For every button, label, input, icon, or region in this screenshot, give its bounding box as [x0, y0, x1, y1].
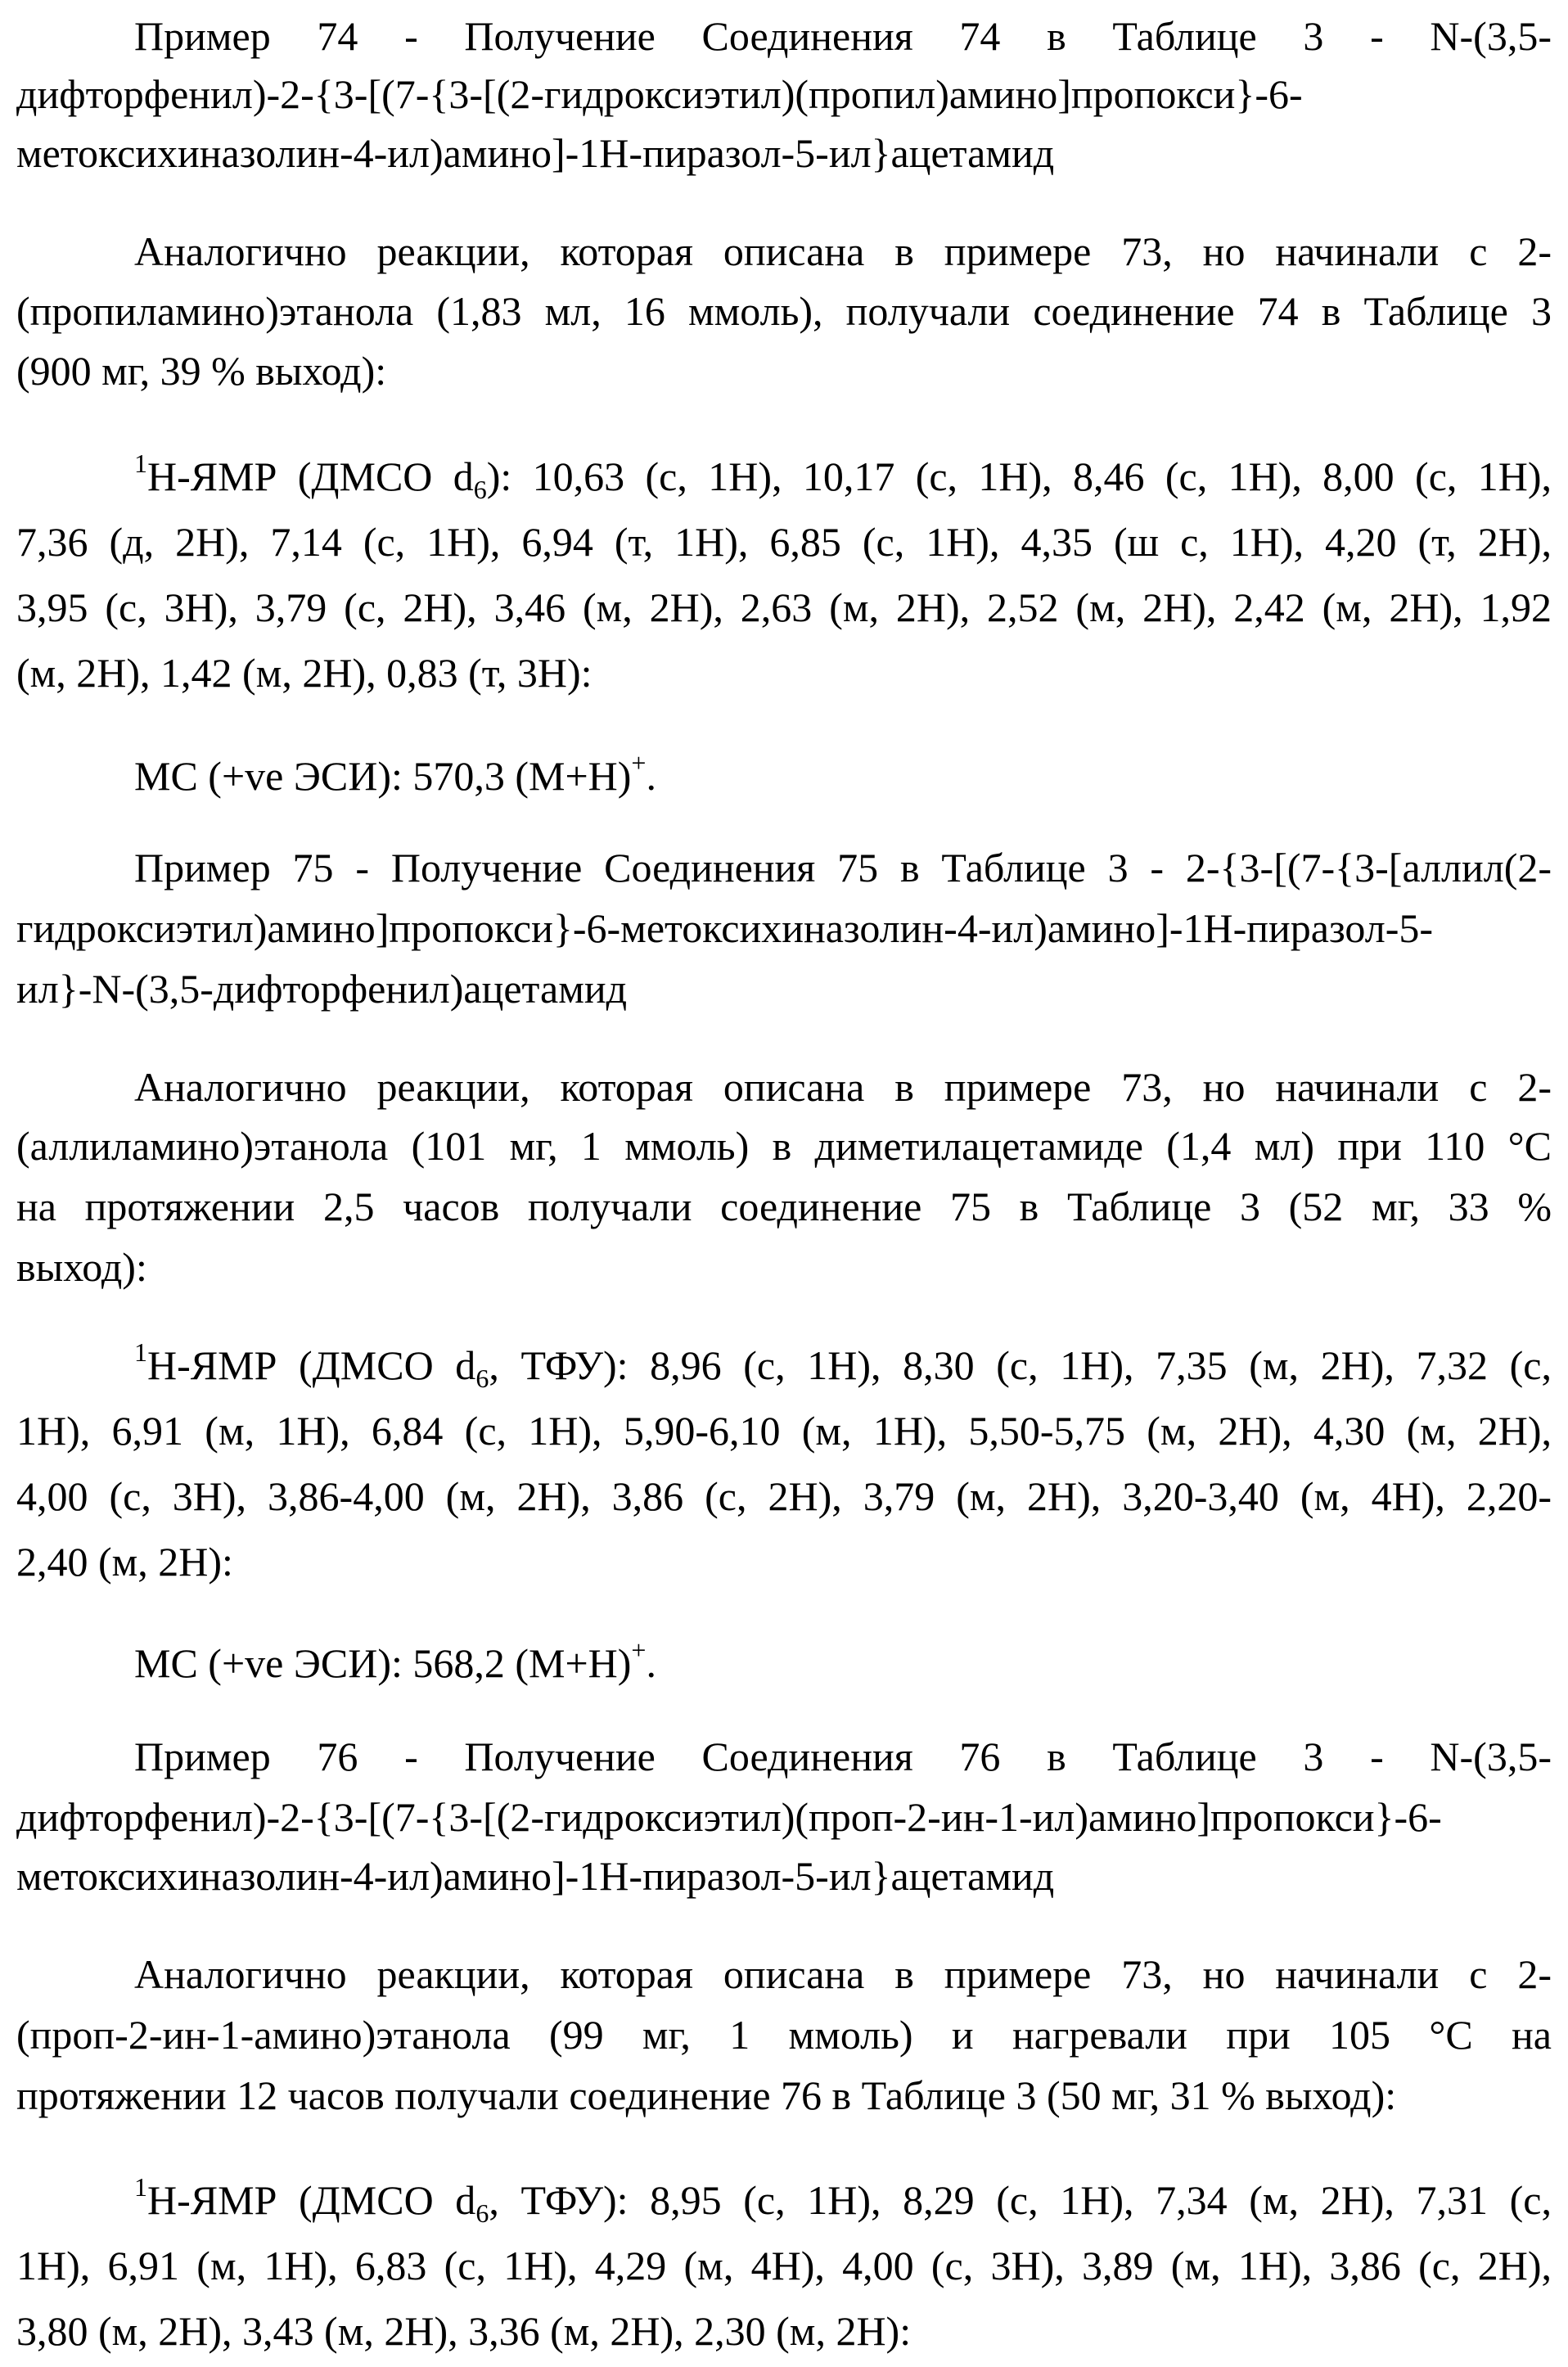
- example-75-nmr-line-2: 1Н), 6,91 (м, 1Н), 6,84 (с, 1Н), 5,90-6,10 (м, 1Н), 5,50-5,75 (м, 2Н), 4,30 (м, 2Н),: [16, 1406, 1552, 1455]
- example-76-heading-line-3: метоксихиназолин-4-ил)амино]-1Н-пиразол-5-ил}ацетамид: [16, 1851, 1054, 1900]
- example-75-heading-line-1: Пример 75 - Получение Соединения 75 в Таблице 3 - 2-{3-[(7-{3-[аллил(2-: [134, 843, 1552, 892]
- example-75-nmr-line-3: 4,00 (с, 3Н), 3,86-4,00 (м, 2Н), 3,86 (с, 2Н), 3,79 (м, 2Н), 3,20-3,40 (м, 4Н), 2,20-: [16, 1472, 1552, 1521]
- ms-superscript: +: [631, 748, 646, 778]
- nmr-superscript: 1: [134, 1337, 147, 1367]
- example-74-nmr-line-2: 7,36 (д, 2Н), 7,14 (с, 1Н), 6,94 (т, 1Н), 6,85 (с, 1Н), 4,35 (ш с, 1Н), 4,20 (т, 2Н),: [16, 517, 1552, 566]
- example-75-body-line-1: Аналогично реакции, которая описана в примере 73, но начинали с 2-: [134, 1062, 1552, 1111]
- example-76-body-line-2: (проп-2-ин-1-амино)этанола (99 мг, 1 ммоль) и нагревали при 105 °С на: [16, 2010, 1552, 2059]
- ms-superscript: +: [631, 1635, 646, 1665]
- example-74-nmr-line-3: 3,95 (с, 3Н), 3,79 (с, 2Н), 3,46 (м, 2Н), 2,63 (м, 2Н), 2,52 (м, 2Н), 2,42 (м, 2Н), 1,92: [16, 583, 1552, 632]
- example-74-body-line-3: (900 мг, 39 % выход):: [16, 346, 386, 395]
- nmr-superscript: 1: [134, 449, 147, 478]
- example-75-heading-line-2: гидроксиэтил)амино]пропокси}-6-метоксихиназолин-4-ил)амино]-1Н-пиразол-5-: [16, 904, 1552, 953]
- example-74-body-line-1: Аналогично реакции, которая описана в примере 73, но начинали с 2-: [134, 227, 1552, 276]
- example-75-body-line-2: (аллиламино)этанола (101 мг, 1 ммоль) в диметилацетамиде (1,4 мл) при 110 °С: [16, 1121, 1552, 1170]
- nmr-subscript: 6: [474, 475, 487, 504]
- example-76-body-line-3: протяжении 12 часов получали соединение 76 в Таблице 3 (50 мг, 31 % выход):: [16, 2071, 1396, 2120]
- example-74-heading-line-2: дифторфенил)-2-{3-[(7-{3-[(2-гидроксиэтил)(пропил)амино]пропокси}-6-: [16, 70, 1552, 119]
- nmr-subscript: 6: [475, 1364, 489, 1393]
- example-74-heading-line-1: Пример 74 - Получение Соединения 74 в Таблице 3 - N-(3,5-: [134, 11, 1552, 61]
- example-74-body-line-2: (пропиламино)этанола (1,83 мл, 16 ммоль), получали соединение 74 в Таблице 3: [16, 286, 1552, 336]
- nmr-subscript: 6: [475, 2198, 489, 2228]
- example-74-nmr-line-1: 1Н-ЯМР (ДМСО d6): 10,63 (с, 1Н), 10,17 (с, 1Н), 8,46 (с, 1Н), 8,00 (с, 1Н),: [134, 452, 1552, 501]
- example-75-heading-line-3: ил}-N-(3,5-дифторфенил)ацетамид: [16, 964, 627, 1013]
- example-76-body-line-1: Аналогично реакции, которая описана в примере 73, но начинали с 2-: [134, 1950, 1552, 1999]
- example-76-heading-line-1: Пример 76 - Получение Соединения 76 в Таблице 3 - N-(3,5-: [134, 1732, 1552, 1781]
- example-76-nmr-line-2: 1Н), 6,91 (м, 1Н), 6,83 (с, 1Н), 4,29 (м, 4Н), 4,00 (с, 3Н), 3,89 (м, 1Н), 3,86 (с, 2Н),: [16, 2241, 1552, 2290]
- example-76-heading-line-2: дифторфенил)-2-{3-[(7-{3-[(2-гидроксиэтил)(проп-2-ин-1-ил)амино]пропокси}-6-: [16, 1792, 1552, 1842]
- example-74-heading-line-3: метоксихиназолин-4-ил)амино]-1Н-пиразол-5-ил}ацетамид: [16, 128, 1054, 178]
- example-75-body-line-3: на протяжении 2,5 часов получали соединение 75 в Таблице 3 (52 мг, 33 %: [16, 1182, 1552, 1231]
- example-76-nmr-line-1: 1Н-ЯМР (ДМСО d6, ТФУ): 8,95 (с, 1Н), 8,29 (с, 1Н), 7,34 (м, 2Н), 7,31 (с,: [134, 2175, 1552, 2225]
- example-74-ms-line: МС (+ve ЭСИ): 570,3 (М+Н)+.: [134, 751, 656, 800]
- nmr-superscript: 1: [134, 2172, 147, 2202]
- example-74-nmr-line-4: (м, 2Н), 1,42 (м, 2Н), 0,83 (т, 3Н):: [16, 648, 593, 697]
- example-76-nmr-line-3: 3,80 (м, 2Н), 3,43 (м, 2Н), 3,36 (м, 2Н), 2,30 (м, 2Н):: [16, 2306, 911, 2356]
- example-75-nmr-line-4: 2,40 (м, 2Н):: [16, 1537, 233, 1586]
- example-75-body-line-4: выход):: [16, 1242, 147, 1292]
- example-75-ms-line: МС (+ve ЭСИ): 568,2 (М+Н)+.: [134, 1639, 656, 1688]
- example-75-nmr-line-1: 1Н-ЯМР (ДМСО d6, ТФУ): 8,96 (с, 1Н), 8,30 (с, 1Н), 7,35 (м, 2Н), 7,32 (с,: [134, 1341, 1552, 1390]
